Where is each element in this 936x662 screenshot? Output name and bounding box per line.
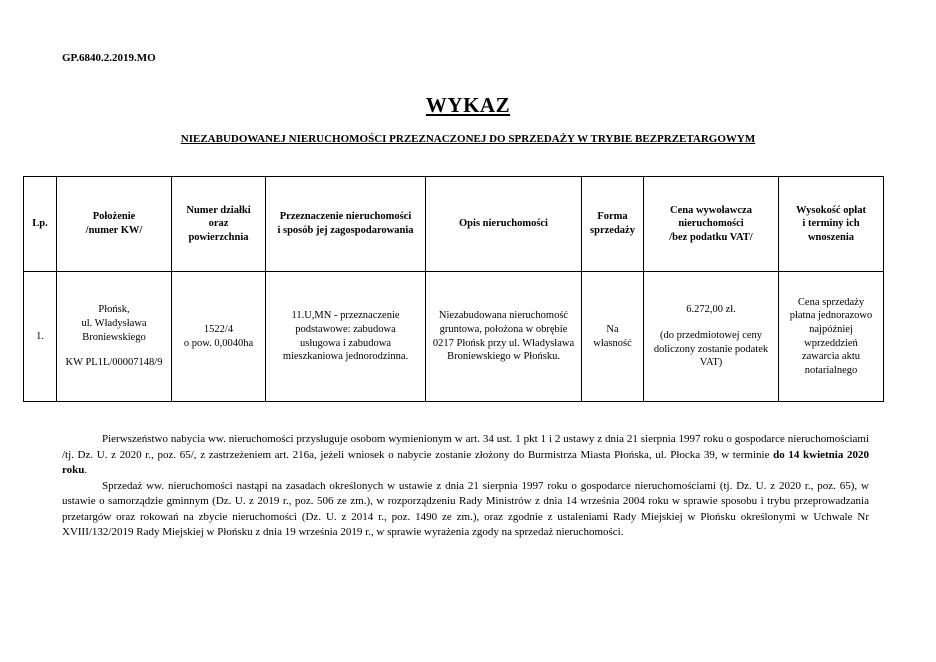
table-header-row [24, 177, 884, 272]
cell-line: usługowa i zabudowa [300, 337, 391, 349]
document-title: WYKAZ [425, 93, 511, 117]
cell-line: wprzeddzień [804, 337, 858, 349]
header-price [644, 177, 779, 272]
header-sale-form [582, 177, 644, 272]
header-line: powierzchnia [188, 231, 249, 243]
cell-line: najpóźniej [809, 323, 853, 335]
paragraph-sale-terms: Sprzedaż ww. nieruchomości nastąpi na zasadach określonych w ustawie z dnia 21 sierpnia 1997 roku o gospodarce nieruchomościami (tj. Dz. U. z 2020 r., poz. 65), w ustawie o samorządzie gminnym (Dz. U. z 2019 r., poz. 506 ze zm.), w rozporządzeniu Rady Ministrów z dnia 14 września 2004 roku w sprawie sposobu i trybu przeprowadzania przetargów oraz rokowań na zbycie nieruchomości (Dz. U. z 2014 r., poz. 1490 ze zm.), oraz zgodnie z ustaleniami Rady Miejskiej w Płońsku określonymi w Uchwale Nr XVIII/132/2019 Rady Miejskiej w Płońsku z dnia 19 września 2019 r., w sprawie wyrażenia zgody na sprzedaż nieruchomości. [62, 479, 869, 538]
deadline-date: do 14 kwietnia 2020 roku [62, 448, 869, 476]
header-line: i sposób jej zagospodarowania [277, 225, 414, 236]
cell-location [57, 272, 172, 402]
header-line: wnoszenia [807, 231, 855, 243]
cell-line: notarialnego [804, 364, 858, 376]
header-line: /bez podatku VAT/ [669, 231, 753, 243]
cell-line: 1522/4 [203, 323, 234, 335]
header-plot [172, 177, 266, 272]
cell-line: (do przedmiotowej ceny [659, 329, 763, 341]
header-line: sprzedaży [590, 225, 635, 236]
cell-line: gruntowa, położona w obrębie [439, 323, 568, 335]
cell-description [426, 272, 582, 402]
property-table [23, 176, 884, 402]
cell-line: ul. Władysława [81, 317, 147, 329]
header-line: i terminy ich [802, 218, 860, 230]
header-description: Opis nieruchomości [426, 177, 582, 272]
header-line: Cena wywoławcza [670, 204, 752, 216]
cell-line: Cena sprzedaży [797, 296, 865, 308]
cell-line: Płońsk, [98, 304, 130, 316]
cell-purpose [266, 272, 426, 402]
cell-line: Broniewskiego [82, 331, 146, 343]
header-line: Wysokość opłat [796, 204, 866, 216]
header-line: nieruchomości [678, 218, 744, 230]
cell-line: 11.U,MN - przeznaczenie [291, 310, 400, 322]
cell-line: Na [606, 323, 619, 335]
document-reference-number: GP.6840.2.2019.MO [62, 52, 156, 64]
land-register-number: KW PL1L/00007148/9 [65, 357, 163, 369]
header-line: oraz [208, 218, 229, 230]
cell-fees [779, 272, 884, 402]
price-amount: 6.272,00 zł. [686, 304, 736, 316]
table-row [24, 272, 884, 402]
cell-line: własność [593, 337, 632, 349]
header-line: Położenie [92, 211, 136, 223]
paragraph-priority-right: Pierwszeństwo nabycia ww. nieruchomości przysługuje osobom wymienionym w art. 34 ust. 1 pkt 1 i 2 ustawy z dnia 21 sierpnia 1997 roku o gospodarce nieruchomościami /tj. Dz. U. z 2020 r., poz. 65/, z zastrzeżeniem art. 216a, jeżeli wniosek o nabycie zostanie złożony do Burmistrza Miasta Płońska, ul. Płocka 39, w terminie do 14 kwietnia 2020 roku. [62, 433, 869, 476]
header-line: Forma [597, 211, 628, 223]
cell-line: Broniewskiego w Płońsku. [447, 351, 560, 363]
cell-plot [172, 272, 266, 402]
cell-line: doliczony zostanie podatek [653, 343, 769, 355]
cell-line: 0217 Płońsk przy ul. Władysława [432, 337, 575, 349]
document-subtitle: NIEZABUDOWANEJ NIERUCHOMOŚCI PRZEZNACZONEJ DO SPRZEDAŻY W TRYBIE BEZPRZETARGOWYM [180, 133, 756, 145]
cell-line: Niezabudowana nieruchomość [438, 310, 569, 322]
header-lp: Lp. [24, 177, 57, 272]
cell-line: mieszkaniowa jednorodzinna. [282, 351, 409, 363]
document-body [62, 432, 869, 541]
header-line: /numer KW/ [85, 225, 143, 236]
header-purpose [266, 177, 426, 272]
header-fees [779, 177, 884, 272]
cell-line: VAT) [699, 357, 723, 369]
cell-line: podstawowe: zabudowa [295, 323, 396, 335]
cell-sale-form [582, 272, 644, 402]
header-line: Numer działki [186, 204, 251, 216]
cell-lp: 1. [24, 272, 57, 402]
header-location [57, 177, 172, 272]
cell-price [644, 272, 779, 402]
header-line: Przeznaczenie nieruchomości [279, 211, 412, 223]
cell-line: o pow. 0,0040ha [183, 337, 254, 349]
cell-line: płatna jednorazowo [789, 310, 873, 322]
cell-line: zawarcia aktu [801, 351, 860, 363]
